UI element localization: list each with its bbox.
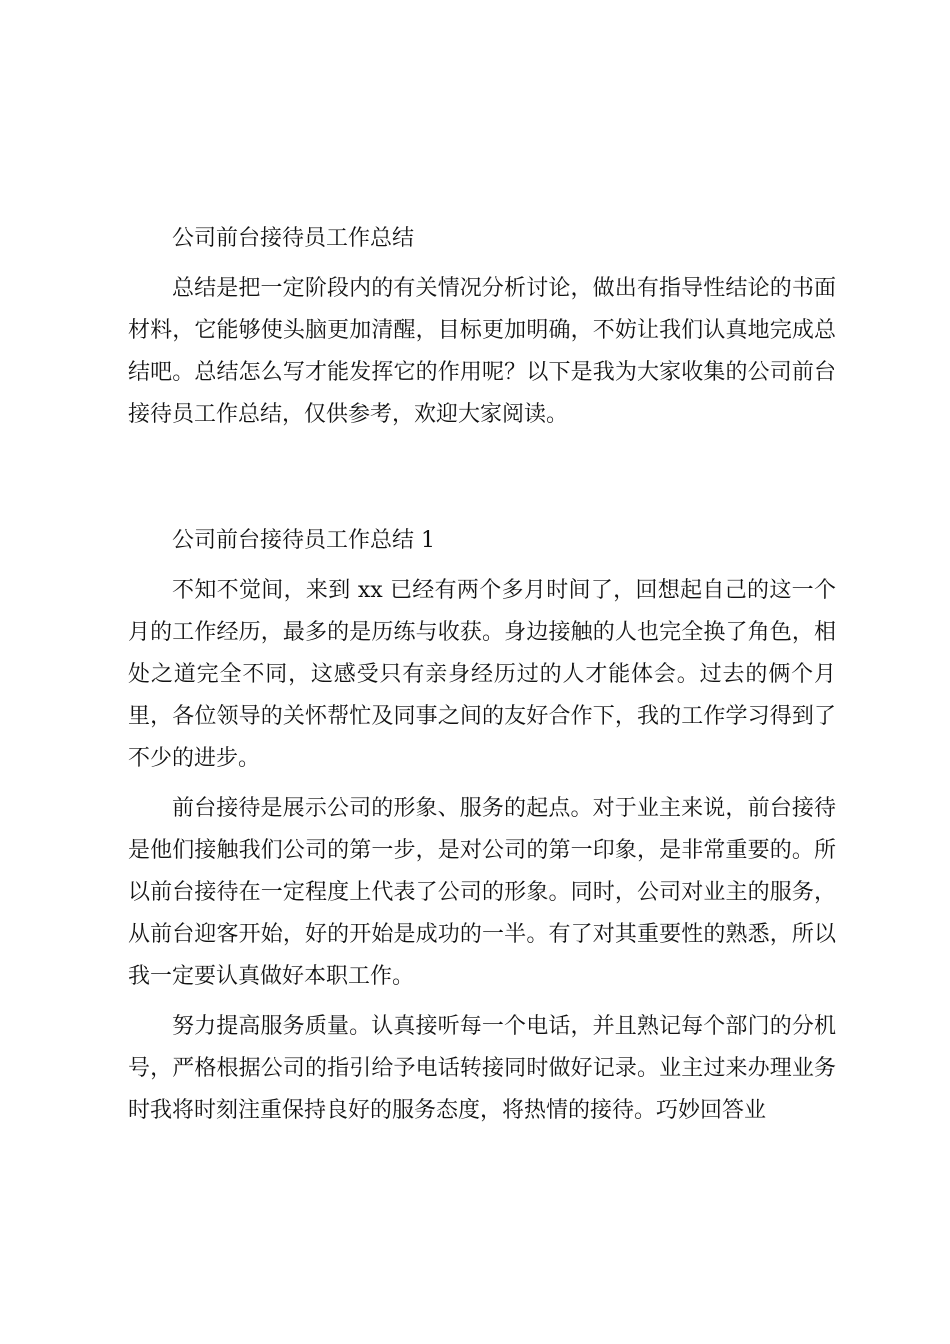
body-paragraph-2: 前台接待是展示公司的形象、服务的起点。对于业主来说，前台接待是他们接触我们公司的第一步，是对公司的第一印象，是非常重要的。所以前台接待在一定程度上代表了公司的形象。同时，公司对业主的服务，从前台迎客开始，好的开始是成功的一半。有了对其重要性的熟悉，所以我一定要认真做好本职工作。: [128, 796, 836, 989]
section-title: 公司前台接待员工作总结 1: [172, 528, 435, 553]
intro-paragraph: 总结是把一定阶段内的有关情况分析讨论，做出有指导性结论的书面材料，它能够使头脑更加清醒，目标更加明确，不妨让我们认真地完成总结吧。总结怎么写才能发挥它的作用呢？以下是我为大家收集的公司前台接待员工作总结，仅供参考，欢迎大家阅读。: [128, 276, 836, 427]
document-title: 公司前台接待员工作总结: [172, 226, 415, 251]
body-paragraph-1: 不知不觉间，来到 xx 已经有两个多月时间了，回想起自己的这一个月的工作经历，最多的是历练与收获。身边接触的人也完全换了角色，相处之道完全不同，这感受只有亲身经历过的人才能体会。过去的俩个月里，各位领导的关怀帮忙及同事之间的友好合作下，我的工作学习得到了不少的进步。: [128, 578, 836, 771]
document-body: [128, 218, 836, 1140]
body-paragraph-3: 努力提高服务质量。认真接听每一个电话，并且熟记每个部门的分机号，严格根据公司的指引给予电话转接同时做好记录。业主过来办理业务时我将时刻注重保持良好的服务态度，将热情的接待。巧妙回答业: [128, 1014, 836, 1123]
